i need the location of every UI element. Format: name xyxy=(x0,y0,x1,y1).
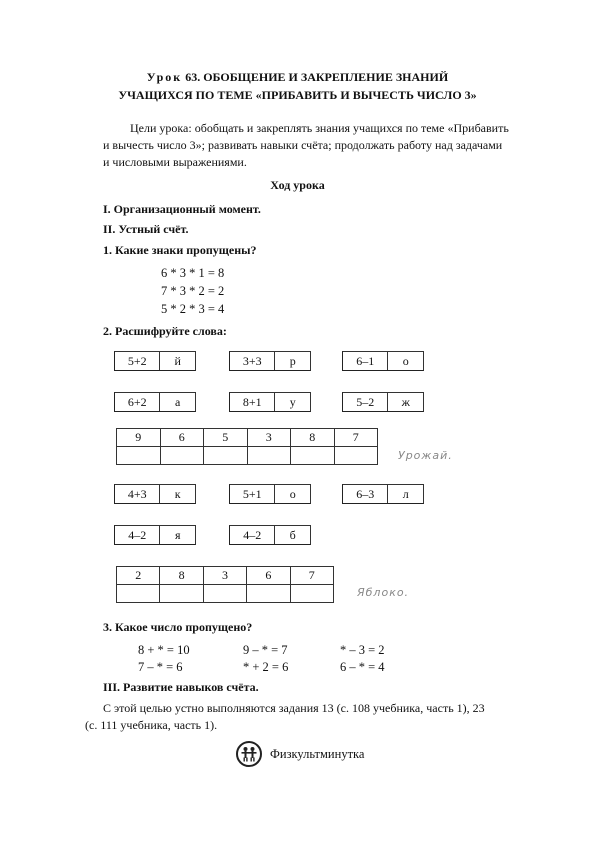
section-3: III. Развитие навыков счёта. xyxy=(103,680,259,694)
goals-line2: и вычесть число 3»; развивать навыки счёта; продолжать работу над задачами xyxy=(103,138,503,152)
cipher-box xyxy=(114,351,196,371)
cipher-expr: 4–2 xyxy=(230,526,275,544)
phys-minute xyxy=(236,741,364,767)
goals-line3: и числовыми выражениями. xyxy=(103,155,247,169)
phys-minute-label: Физкультминутка xyxy=(270,746,365,761)
section-2: II. Устный счёт. xyxy=(103,222,189,236)
goals-label: Цели урока: xyxy=(130,121,192,135)
exercise-people-icon xyxy=(236,741,262,767)
task-2-title: 2. Расшифруйте слова: xyxy=(103,324,227,338)
answer-word-2: Яблоко. xyxy=(357,586,410,599)
table-cell-empty xyxy=(291,447,335,465)
cipher-box xyxy=(229,392,311,412)
table-row xyxy=(117,567,334,585)
cipher-letter: а xyxy=(175,394,181,409)
task-1-expr: 5 * 2 * 3 = 4 xyxy=(161,302,225,316)
cipher-letter: у xyxy=(289,394,296,409)
lesson-title xyxy=(0,68,595,86)
cipher-letter: я xyxy=(174,527,181,542)
cipher-letter: к xyxy=(174,486,181,501)
table-cell-empty xyxy=(247,585,290,603)
table-row xyxy=(117,429,378,447)
table-row xyxy=(117,585,334,603)
cipher-expr: 6–1 xyxy=(343,352,388,370)
answer-word-1: Урожай. xyxy=(398,449,453,462)
section-1: I. Организационный момент. xyxy=(103,202,261,216)
table-cell-empty xyxy=(117,585,160,603)
closing-line1: С этой целью устно выполняются задания 13 (с. 108 учебника, часть 1), 23 xyxy=(103,701,485,715)
cipher-expr: 6+2 xyxy=(115,393,160,411)
goals-line1: обобщать и закреплять знания учащихся по теме «Прибавить xyxy=(194,121,509,135)
goals-paragraph xyxy=(103,120,555,171)
cipher-box xyxy=(229,525,311,545)
cipher-letter: й xyxy=(174,353,181,368)
cipher-expr: 5+2 xyxy=(115,352,160,370)
cipher-box xyxy=(342,392,424,412)
task-3-expr: 7 – * = 6 xyxy=(138,660,183,674)
table-cell-empty xyxy=(203,585,246,603)
table-cell: 3 xyxy=(203,567,246,585)
table-cell-empty xyxy=(204,447,248,465)
cipher-letter: о xyxy=(289,486,296,501)
lesson-word: Урок xyxy=(146,70,183,84)
table-cell-empty xyxy=(290,585,333,603)
closing-paragraph xyxy=(85,700,555,734)
table-cell-empty xyxy=(160,447,204,465)
task-1-expr: 7 * 3 * 2 = 2 xyxy=(161,284,225,298)
cipher-letter: р xyxy=(289,353,296,368)
table-cell-empty xyxy=(160,585,203,603)
closing-line2: (с. 111 учебника, часть 1). xyxy=(85,718,218,732)
table-cell: 7 xyxy=(334,429,378,447)
task-3-expr: 9 – * = 7 xyxy=(243,643,288,657)
cipher-expr: 4–2 xyxy=(115,526,160,544)
table-cell-empty xyxy=(334,447,378,465)
course-heading: Ход урока xyxy=(270,178,325,192)
task-3-expr: 6 – * = 4 xyxy=(340,660,385,674)
table-cell: 6 xyxy=(160,429,204,447)
table-cell: 3 xyxy=(247,429,291,447)
answer-table-2 xyxy=(116,566,334,603)
task-3-expr: * + 2 = 6 xyxy=(243,660,289,674)
task-3-title: 3. Какое число пропущено? xyxy=(103,620,253,634)
table-cell: 8 xyxy=(291,429,335,447)
cipher-box xyxy=(114,392,196,412)
table-cell: 2 xyxy=(117,567,160,585)
table-cell: 5 xyxy=(204,429,248,447)
cipher-box xyxy=(114,484,196,504)
cipher-box xyxy=(229,484,311,504)
cipher-letter: б xyxy=(289,527,296,542)
table-cell-empty xyxy=(247,447,291,465)
cipher-letter: ж xyxy=(401,394,410,409)
cipher-expr: 4+3 xyxy=(115,485,160,503)
cipher-expr: 3+3 xyxy=(230,352,275,370)
cipher-box xyxy=(229,351,311,371)
table-cell: 7 xyxy=(290,567,333,585)
task-3-expr: 8 + * = 10 xyxy=(138,643,190,657)
cipher-expr: 8+1 xyxy=(230,393,275,411)
task-1-title: 1. Какие знаки пропущены? xyxy=(103,243,257,257)
cipher-box xyxy=(342,484,424,504)
table-cell-empty xyxy=(117,447,161,465)
cipher-box xyxy=(342,351,424,371)
answer-table-1 xyxy=(116,428,378,465)
title-line2: УЧАЩИХСЯ ПО ТЕМЕ «ПРИБАВИТЬ И ВЫЧЕСТЬ ЧИСЛО 3» xyxy=(118,88,477,102)
cipher-letter: л xyxy=(402,486,409,501)
table-cell: 6 xyxy=(247,567,290,585)
cipher-box xyxy=(114,525,196,545)
task-1-expr: 6 * 3 * 1 = 8 xyxy=(161,266,225,280)
table-row xyxy=(117,447,378,465)
title-line1: 63. ОБОБЩЕНИЕ И ЗАКРЕПЛЕНИЕ ЗНАНИЙ xyxy=(185,70,449,84)
cipher-letter: о xyxy=(402,353,409,368)
table-cell: 8 xyxy=(160,567,203,585)
cipher-expr: 6–3 xyxy=(343,485,388,503)
task-3-expr: * – 3 = 2 xyxy=(340,643,385,657)
cipher-expr: 5–2 xyxy=(343,393,388,411)
cipher-expr: 5+1 xyxy=(230,485,275,503)
table-cell: 9 xyxy=(117,429,161,447)
